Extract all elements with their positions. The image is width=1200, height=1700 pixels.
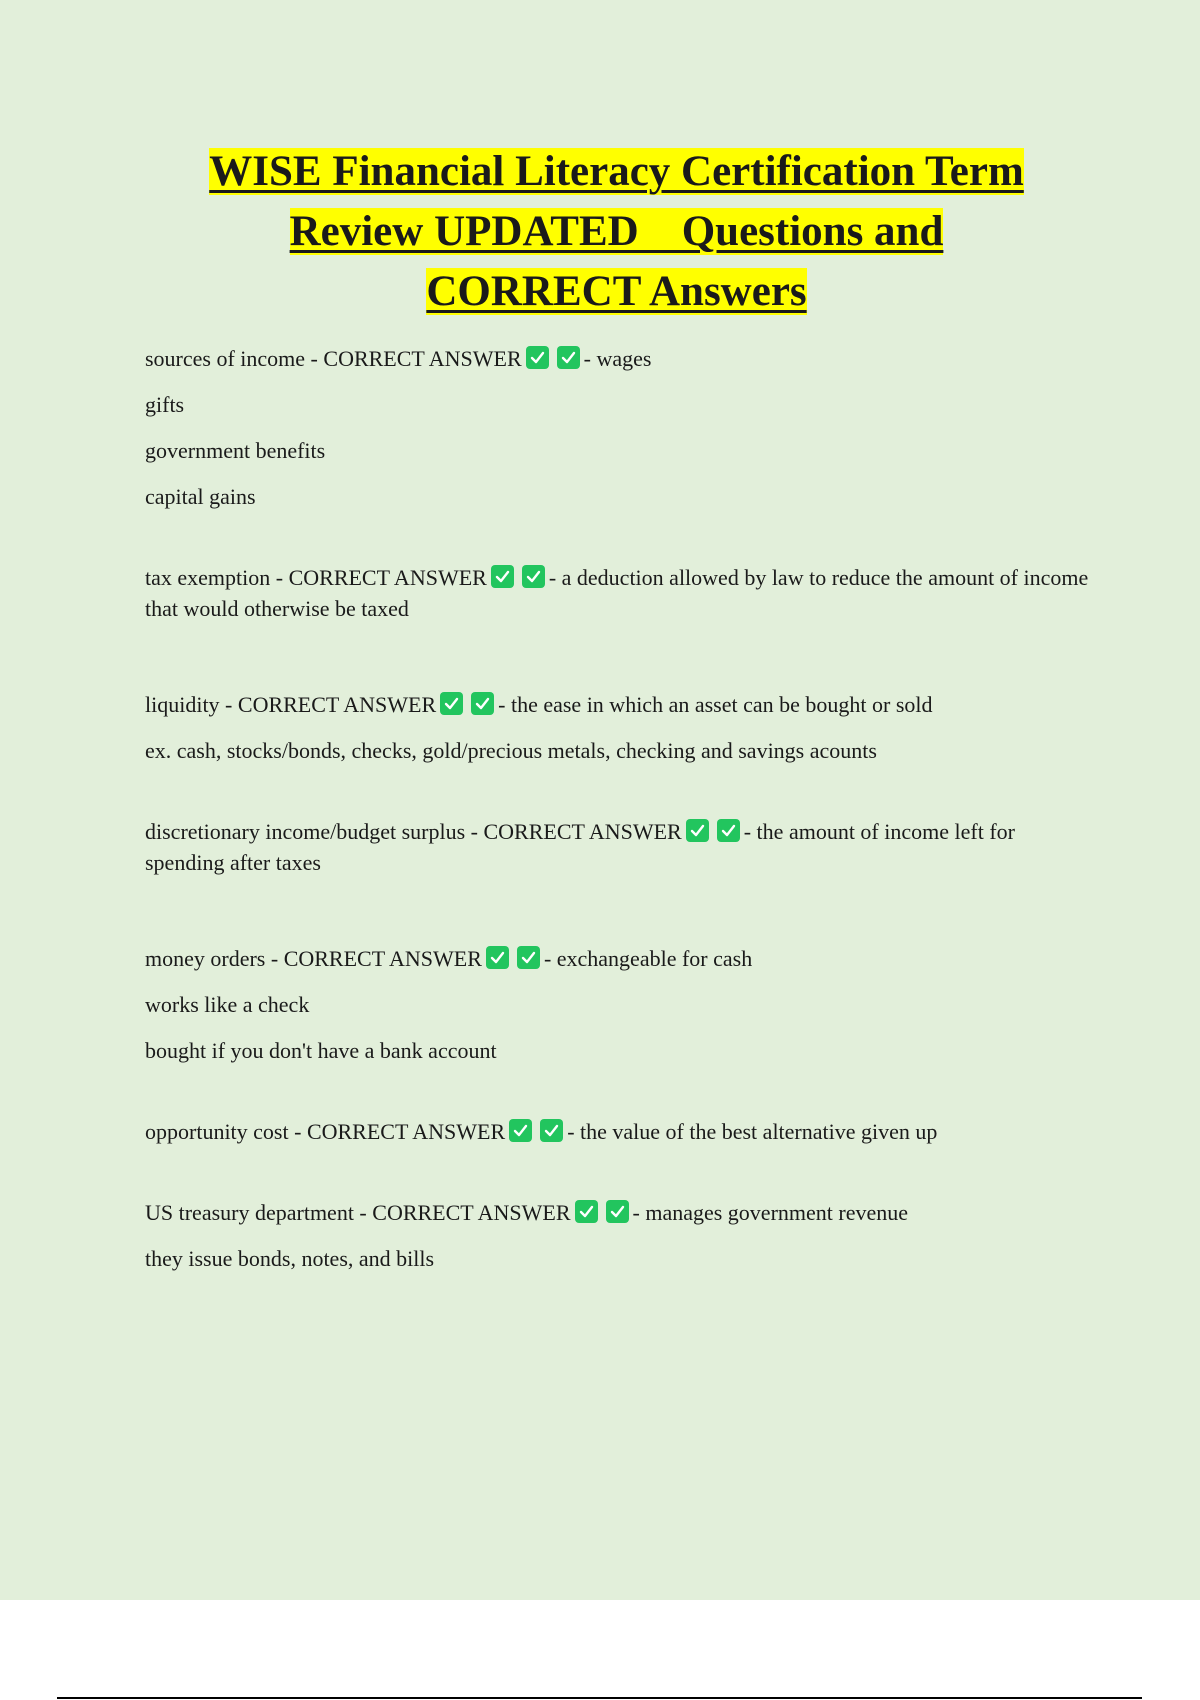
qa-line bbox=[145, 562, 1090, 624]
entry-term: tax exemption - bbox=[145, 565, 289, 590]
entry-definition: - the amount of income left for spending after taxes bbox=[145, 819, 1015, 875]
correct-answer-label: CORRECT ANSWER bbox=[283, 946, 482, 971]
qa-entry bbox=[145, 343, 1090, 512]
qa-line bbox=[145, 689, 1090, 720]
check-mark-icon bbox=[440, 692, 463, 715]
correct-answer-label: CORRECT ANSWER bbox=[237, 692, 437, 717]
entry-definition: - exchangeable for cash bbox=[543, 946, 753, 971]
title-line-1: WISE Financial Literacy Certification Term bbox=[209, 148, 1024, 195]
entry-definition: - wages bbox=[583, 346, 652, 371]
qa-entries bbox=[145, 343, 1090, 1324]
title-line-2: Review UPDATED Questions and bbox=[289, 208, 944, 255]
entry-extra-line: government benefits bbox=[145, 438, 326, 463]
entry-extra-line: they issue bonds, notes, and bills bbox=[145, 1246, 435, 1271]
check-mark-icon bbox=[491, 565, 514, 588]
check-mark-icon bbox=[486, 946, 509, 969]
correct-answer-label: CORRECT ANSWER bbox=[288, 565, 487, 590]
entry-definition: - a deduction allowed by law to reduce the amount of income that would otherwise be taxed bbox=[145, 565, 1089, 621]
entry-definition: - manages government revenue bbox=[632, 1200, 909, 1225]
check-mark-icon bbox=[522, 565, 545, 588]
entry-definition: - the ease in which an asset can be bought or sold bbox=[498, 692, 933, 717]
entry-extra-line: ex. cash, stocks/bonds, checks, gold/precious metals, checking and savings acounts bbox=[145, 738, 877, 763]
qa-entry bbox=[145, 562, 1090, 639]
entry-term: money orders - bbox=[145, 946, 284, 971]
footer-rule bbox=[57, 1697, 1142, 1699]
correct-answer-label: CORRECT ANSWER bbox=[323, 346, 522, 371]
check-mark-icon bbox=[471, 692, 494, 715]
entry-extra-line: works like a check bbox=[145, 992, 310, 1017]
qa-line bbox=[145, 1197, 1090, 1228]
check-mark-icon bbox=[517, 946, 540, 969]
qa-entry bbox=[145, 689, 1090, 766]
qa-entry bbox=[145, 1197, 1090, 1274]
check-mark-icon bbox=[526, 346, 549, 369]
check-mark-icon bbox=[686, 819, 709, 842]
entry-extra-line: gifts bbox=[145, 392, 185, 417]
check-mark-icon bbox=[540, 1119, 563, 1142]
entry-extra-line: bought if you don't have a bank account bbox=[145, 1038, 497, 1063]
line-spacer bbox=[145, 624, 1090, 639]
qa-entry bbox=[145, 816, 1090, 893]
check-mark-icon bbox=[509, 1119, 532, 1142]
qa-line bbox=[145, 1116, 1090, 1147]
qa-line bbox=[145, 816, 1090, 878]
entry-term: US treasury department - bbox=[145, 1200, 373, 1225]
check-mark-icon bbox=[606, 1200, 629, 1223]
correct-answer-label: CORRECT ANSWER bbox=[372, 1200, 571, 1225]
qa-line bbox=[145, 943, 1090, 974]
entry-term: sources of income - bbox=[145, 346, 324, 371]
entry-term: opportunity cost - bbox=[145, 1119, 307, 1144]
title-line-3: CORRECT Answers bbox=[426, 268, 807, 315]
line-spacer bbox=[145, 878, 1090, 893]
qa-line bbox=[145, 343, 1090, 374]
correct-answer-label: CORRECT ANSWER bbox=[483, 819, 682, 844]
qa-entry bbox=[145, 943, 1090, 1066]
entry-term: discretionary income/budget surplus - bbox=[145, 819, 484, 844]
entry-term: liquidity - bbox=[145, 692, 238, 717]
entry-extra-line: capital gains bbox=[145, 484, 256, 509]
qa-entry bbox=[145, 1116, 1090, 1147]
correct-answer-label: CORRECT ANSWER bbox=[306, 1119, 506, 1144]
check-mark-icon bbox=[557, 346, 580, 369]
entry-definition: - the value of the best alternative given up bbox=[567, 1119, 938, 1144]
check-mark-icon bbox=[717, 819, 740, 842]
check-mark-icon bbox=[575, 1200, 598, 1223]
document-title bbox=[90, 142, 1143, 322]
